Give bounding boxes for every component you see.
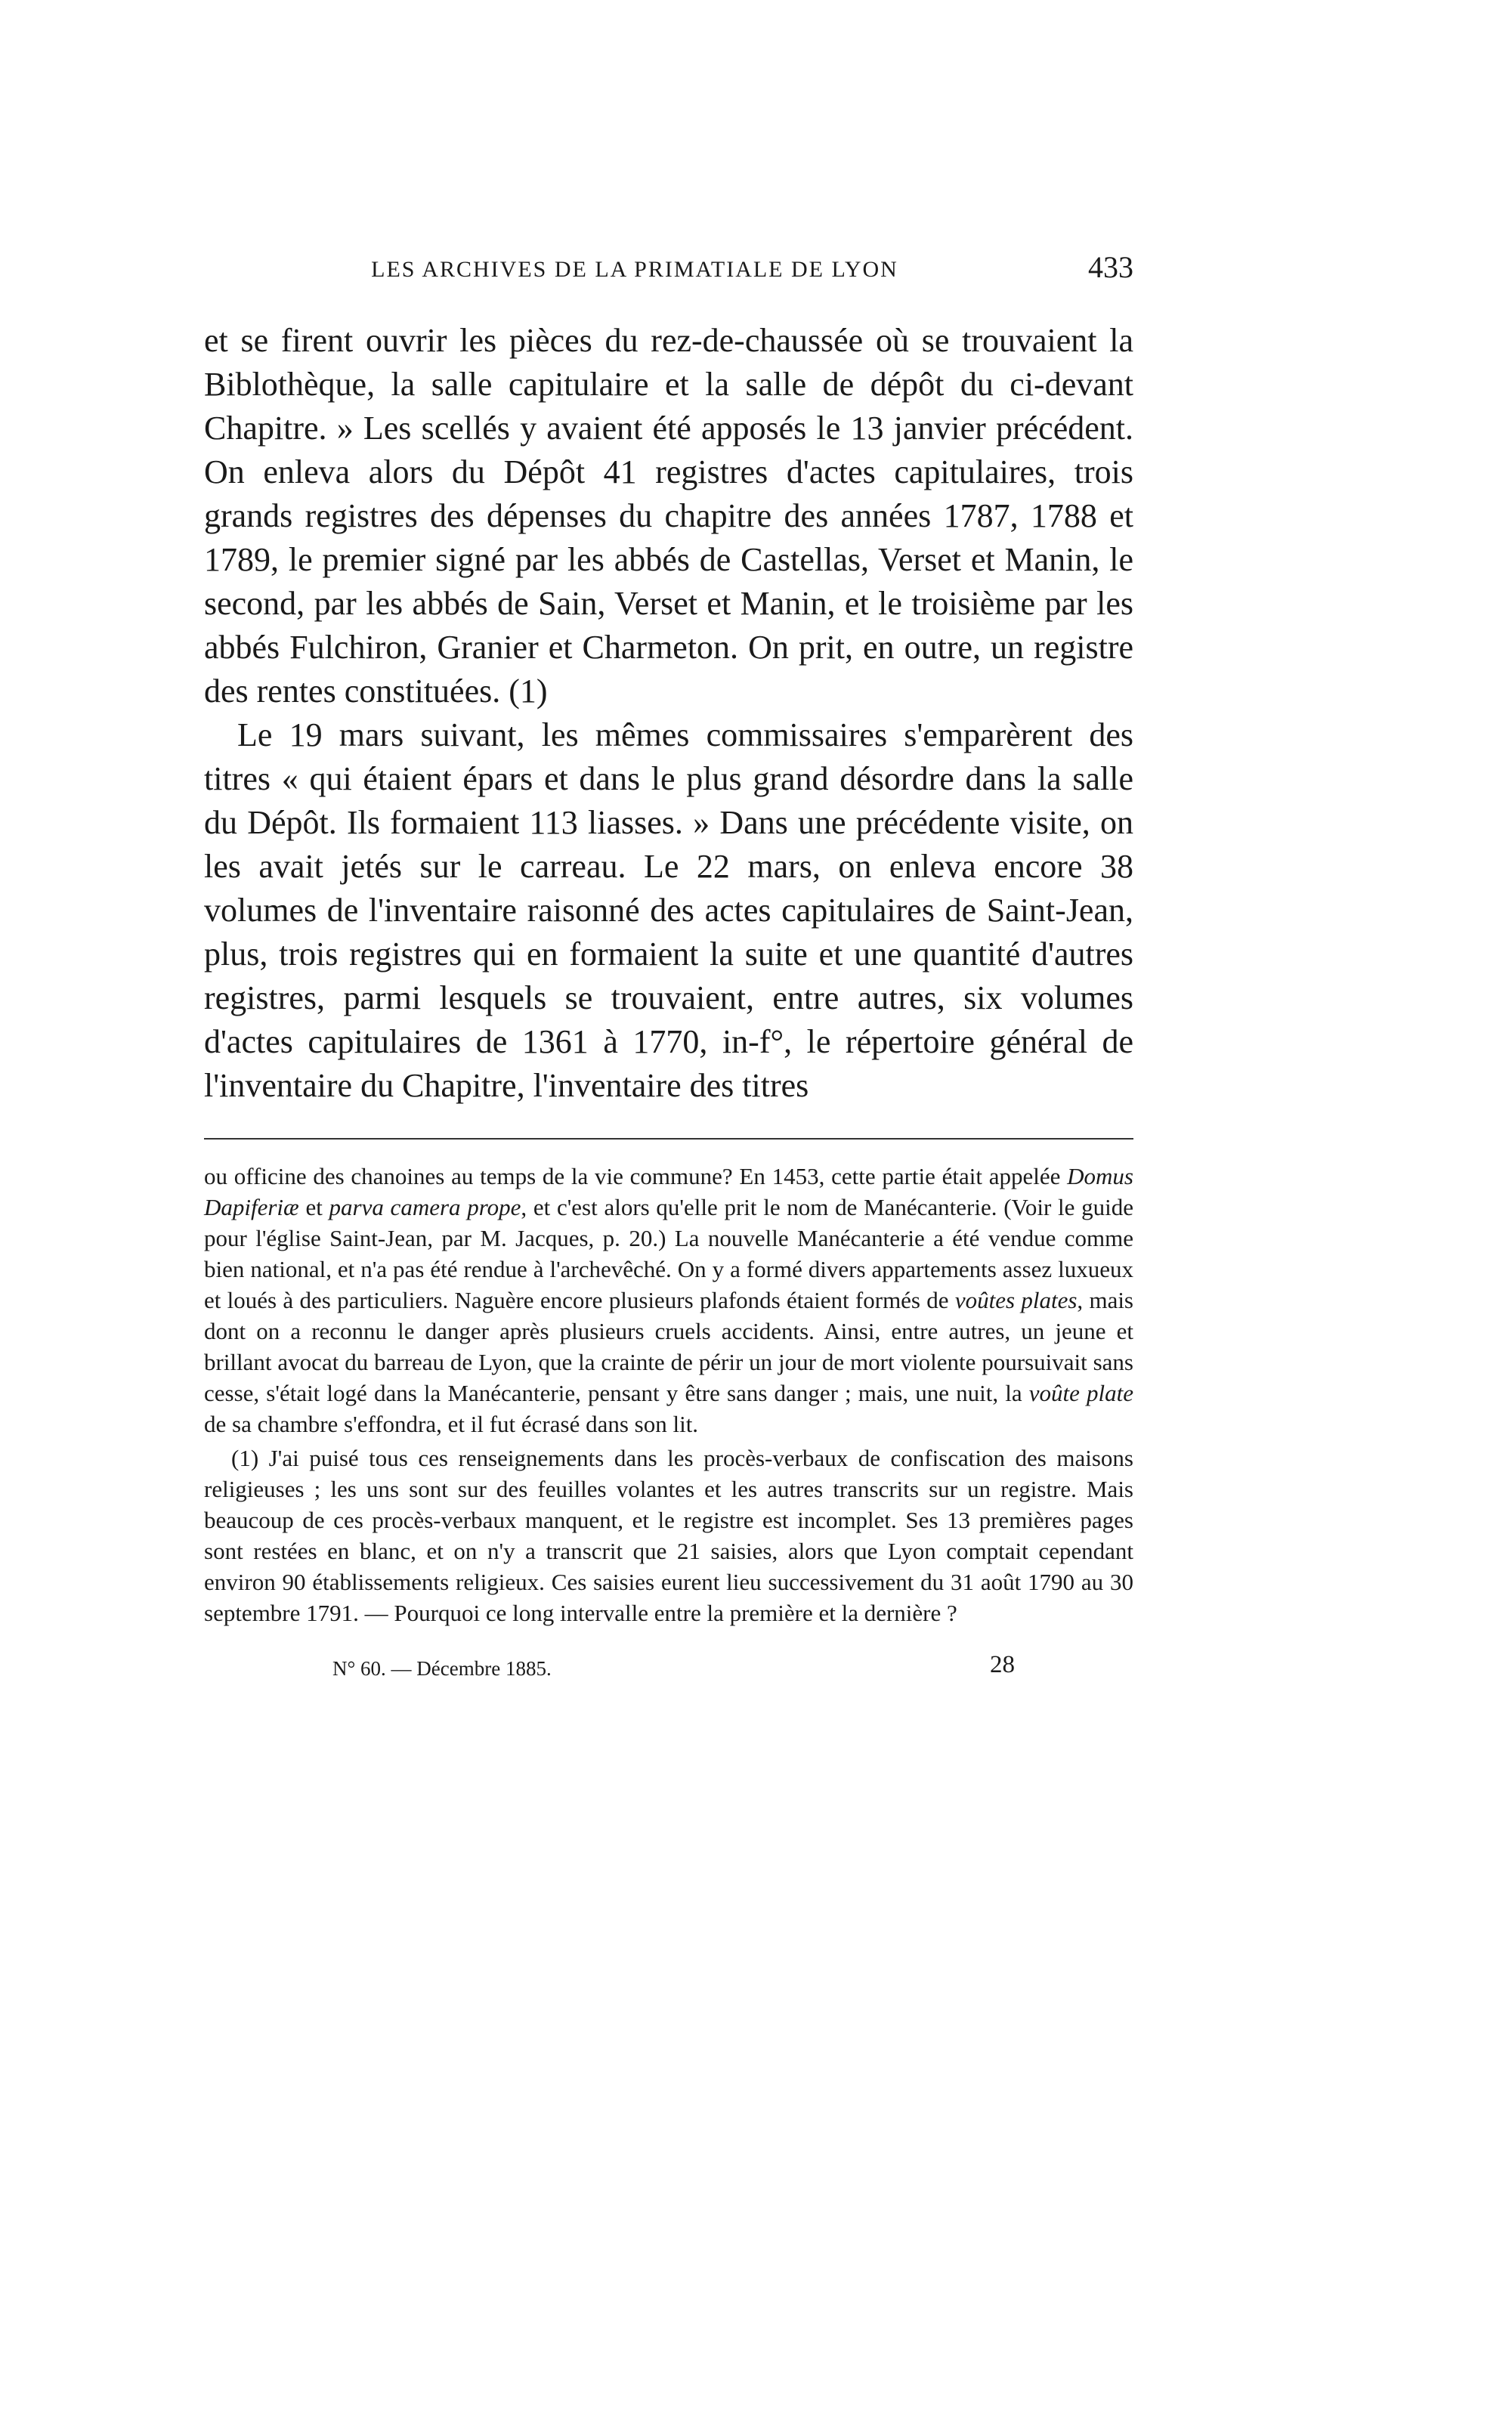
footnote-1: (1) J'ai puisé tous ces renseignements dans les procès-verbaux de confiscation des maisons religieuses ; les uns sont sur des feuilles volantes et les autres transcrits sur un registre. Mais beaucoup de ces procès-verbaux manquent, et le registre est incomplet. Ses 13 premières pages sont restées en blanc, et on n'y a transcrit que 21 saisies, alors que Lyon comptait cependant environ 90 établissements religieux. Ces saisies eurent lieu successivement du 31 août 1790 au 30 septembre 1791. — Pourquoi ce long intervalle entre la première et la dernière ?	[204, 1445, 1133, 1626]
footnote-text: ou officine des chanoines au temps de la vie commune? En 1453, cette partie était appelée	[204, 1163, 1068, 1189]
signature-mark: 28	[990, 1651, 1015, 1678]
paragraph: et se firent ouvrir les pièces du rez-de-chaussée où se trouvaient la Biblothèque, la salle capitulaire et la salle de dépôt du ci-devant Chapitre. » Les scellés y avaient été apposés le 13 janvier précédent. On enleva alors du Dépôt 41 registres d'actes capitulaires, trois grands registres des dépenses du chapitre des années 1787, 1788 et 1789, le premier signé par les abbés de Castellas, Verset et Manin, le second, par les abbés de Sain, Verset et Manin, et le troisième par les abbés Fulchiron, Granier et Charmeton. On prit, en outre, un registre des rentes constituées. (1)	[204, 322, 1133, 710]
main-text	[204, 319, 1133, 1108]
page-number: 433	[1088, 250, 1133, 284]
footnote-italic: voûtes plates	[954, 1287, 1078, 1313]
footnote-text: de sa chambre s'effondra, et il fut écrasé dans son lit.	[204, 1411, 699, 1437]
footnote-italic: voûte plate	[1028, 1380, 1134, 1406]
footnote-text: , mais dont on a reconnu le danger après plusieurs cruels accidents. Ainsi, entre autres, un jeune et brillant avocat du barreau de Lyon, que la crainte de périr un jour de mort violente poursuivait sans cesse, s'était logé dans la Manécanterie, pensant y être sans danger ; mais, une nuit, la	[204, 1287, 1133, 1406]
footnote-text: , et c'est alors qu'elle prit le nom de Manécanterie. (Voir le guide pour l'église Saint-Jean, par M. Jacques, p. 20.) La nouvelle Manécanterie a été vendue comme bien national, et n'a pas été rendue à l'archevêché. On y a formé divers appartements assez luxueux et loués à des particuliers. Naguère encore plusieurs plafonds étaient formés de	[204, 1194, 1134, 1313]
running-head	[204, 249, 1133, 302]
paragraph: Le 19 mars suivant, les mêmes commissaires s'emparèrent des titres « qui étaient épars et dans le plus grand désordre dans la salle du Dépôt. Ils formaient 113 liasses. » Dans une précédente visite, on les avait jetés sur le carreau. Le 22 mars, on enleva encore 38 volumes de l'inventaire raisonné des actes capitulaires de Saint-Jean, plus, trois registres qui en formaient la suite et une quantité d'autres registres, parmi lesquels se trouvaient, entre autres, six volumes d'actes capitulaires de 1361 à 1770, in-f°, le répertoire général de l'inventaire du Chapitre, l'inventaire des titres	[204, 716, 1133, 1104]
footnote-italic: parva camera prope	[329, 1194, 521, 1220]
footnote-text: et	[298, 1194, 329, 1220]
footnote-continued	[204, 1161, 1133, 1440]
footnotes	[204, 1161, 1133, 1628]
issue-line: N° 60. — Décembre 1885.	[332, 1657, 552, 1680]
running-title: LES ARCHIVES DE LA PRIMATIALE DE LYON	[371, 257, 898, 282]
page	[204, 249, 1133, 1689]
footnote-rule	[204, 1138, 1133, 1140]
page-footer	[204, 1651, 1133, 1689]
footnote-italic: Domus Dapiferiæ	[204, 1163, 1133, 1220]
